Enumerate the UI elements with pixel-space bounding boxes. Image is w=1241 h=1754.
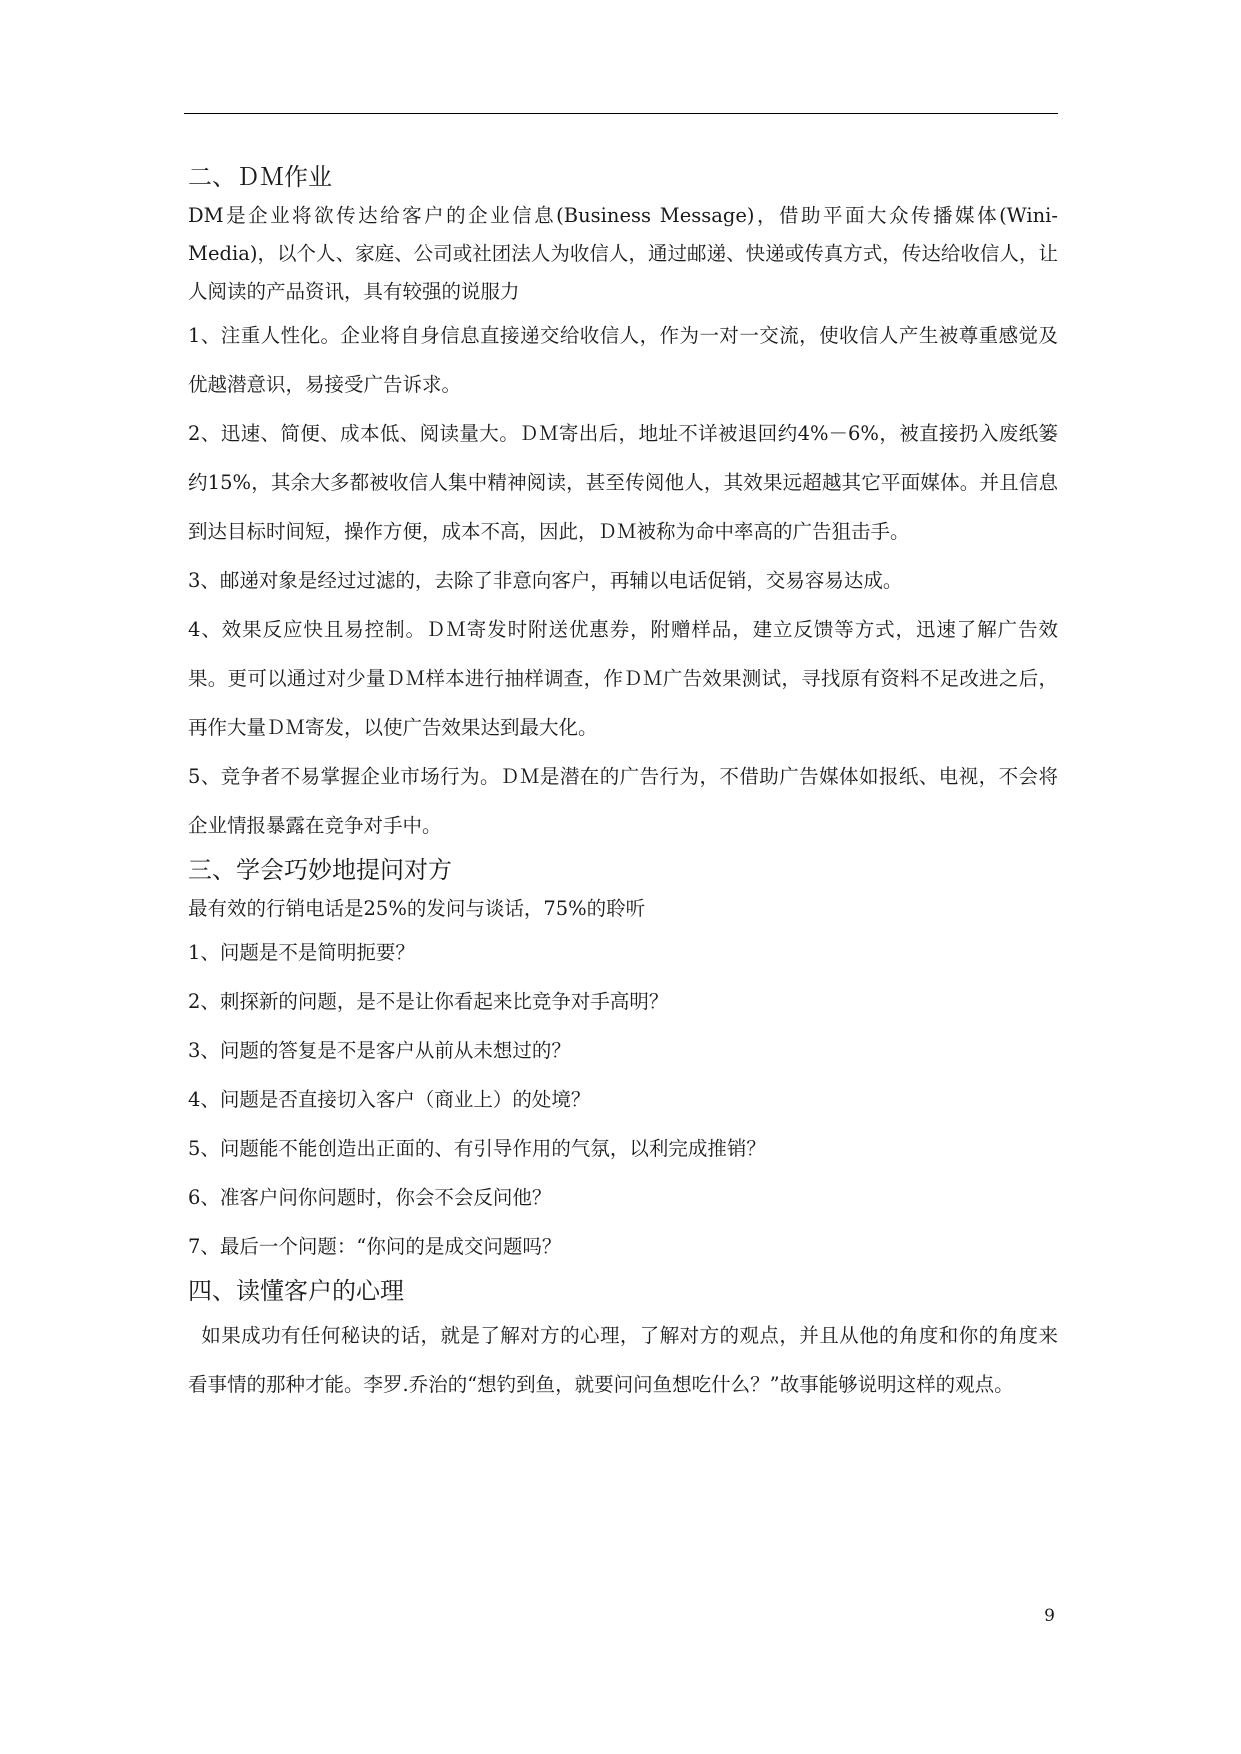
header-rule <box>184 113 1058 114</box>
list-item: 5、问题能不能创造出正面的、有引导作用的气氛，以利完成推销？ <box>188 1137 766 1160</box>
paragraph: 2、迅速、简便、成本低、阅读量大。ＤＭ寄出后，地址不详被退回约4%－6%，被直接扔入废纸篓约15%，其余大多都被收信人集中精神阅读，甚至传阅他人，其效果远超越其它平面媒体。并且信息到达目标时间短，操作方便，成本不高，因此，ＤＭ被称为命中率高的广告狙击手。 <box>188 422 1058 543</box>
section-heading: 四、读懂客户的心理 <box>188 1277 404 1305</box>
section-heading: 三、学会巧妙地提问对方 <box>188 856 452 884</box>
list-item: 7、最后一个问题：“你问的是成交问题吗？ <box>188 1235 562 1258</box>
page-number: 9 <box>1044 1606 1055 1626</box>
section-heading: 二、ＤＭ作业 <box>188 163 332 191</box>
list-item: 1、问题是不是简明扼要？ <box>188 941 415 964</box>
list-item: 4、问题是否直接切入客户（商业上）的处境？ <box>188 1088 591 1111</box>
document-body <box>188 157 1058 1409</box>
paragraph: 1、注重人性化。企业将自身信息直接递交给收信人，作为一对一交流，使收信人产生被尊重感觉及优越潜意识，易接受广告诉求。 <box>188 324 1058 396</box>
paragraph: 如果成功有任何秘诀的话，就是了解对方的心理，了解对方的观点，并且从他的角度和你的角度来看事情的那种才能。李罗.乔治的“想钓到鱼，就要问问鱼想吃什么？”故事能够说明这样的观点。 <box>188 1324 1058 1396</box>
paragraph: 5、竞争者不易掌握企业市场行为。ＤＭ是潜在的广告行为，不借助广告媒体如报纸、电视，不会将企业情报暴露在竞争对手中。 <box>188 765 1058 837</box>
intro-paragraph: DM是企业将欲传达给客户的企业信息(Business Message)，借助平面大众传播媒体(Wini-Media)，以个人、家庭、公司或社团法人为收信人，通过邮递、快递或传真方式，传达给收信人，让人阅读的产品资讯，具有较强的说服力 <box>188 204 1058 303</box>
list-item: 2、刺探新的问题，是不是让你看起来比竞争对手高明？ <box>188 990 669 1013</box>
list-item: 3、问题的答复是不是客户从前从未想过的？ <box>188 1039 571 1062</box>
list-item: 6、准客户问你问题时，你会不会反问他？ <box>188 1186 552 1209</box>
paragraph: 3、邮递对象是经过过滤的，去除了非意向客户，再辅以电话促销，交易容易达成。 <box>188 569 903 592</box>
paragraph: 4、效果反应快且易控制。ＤＭ寄发时附送优惠券，附赠样品，建立反馈等方式，迅速了解广告效果。更可以通过对少量ＤＭ样本进行抽样调查，作ＤＭ广告效果测试，寻找原有资料不足改进之后，再作大量ＤＭ寄发，以使广告效果达到最大化。 <box>188 618 1058 739</box>
intro-paragraph: 最有效的行销电话是25%的发问与谈话，75%的聆听 <box>188 897 646 920</box>
